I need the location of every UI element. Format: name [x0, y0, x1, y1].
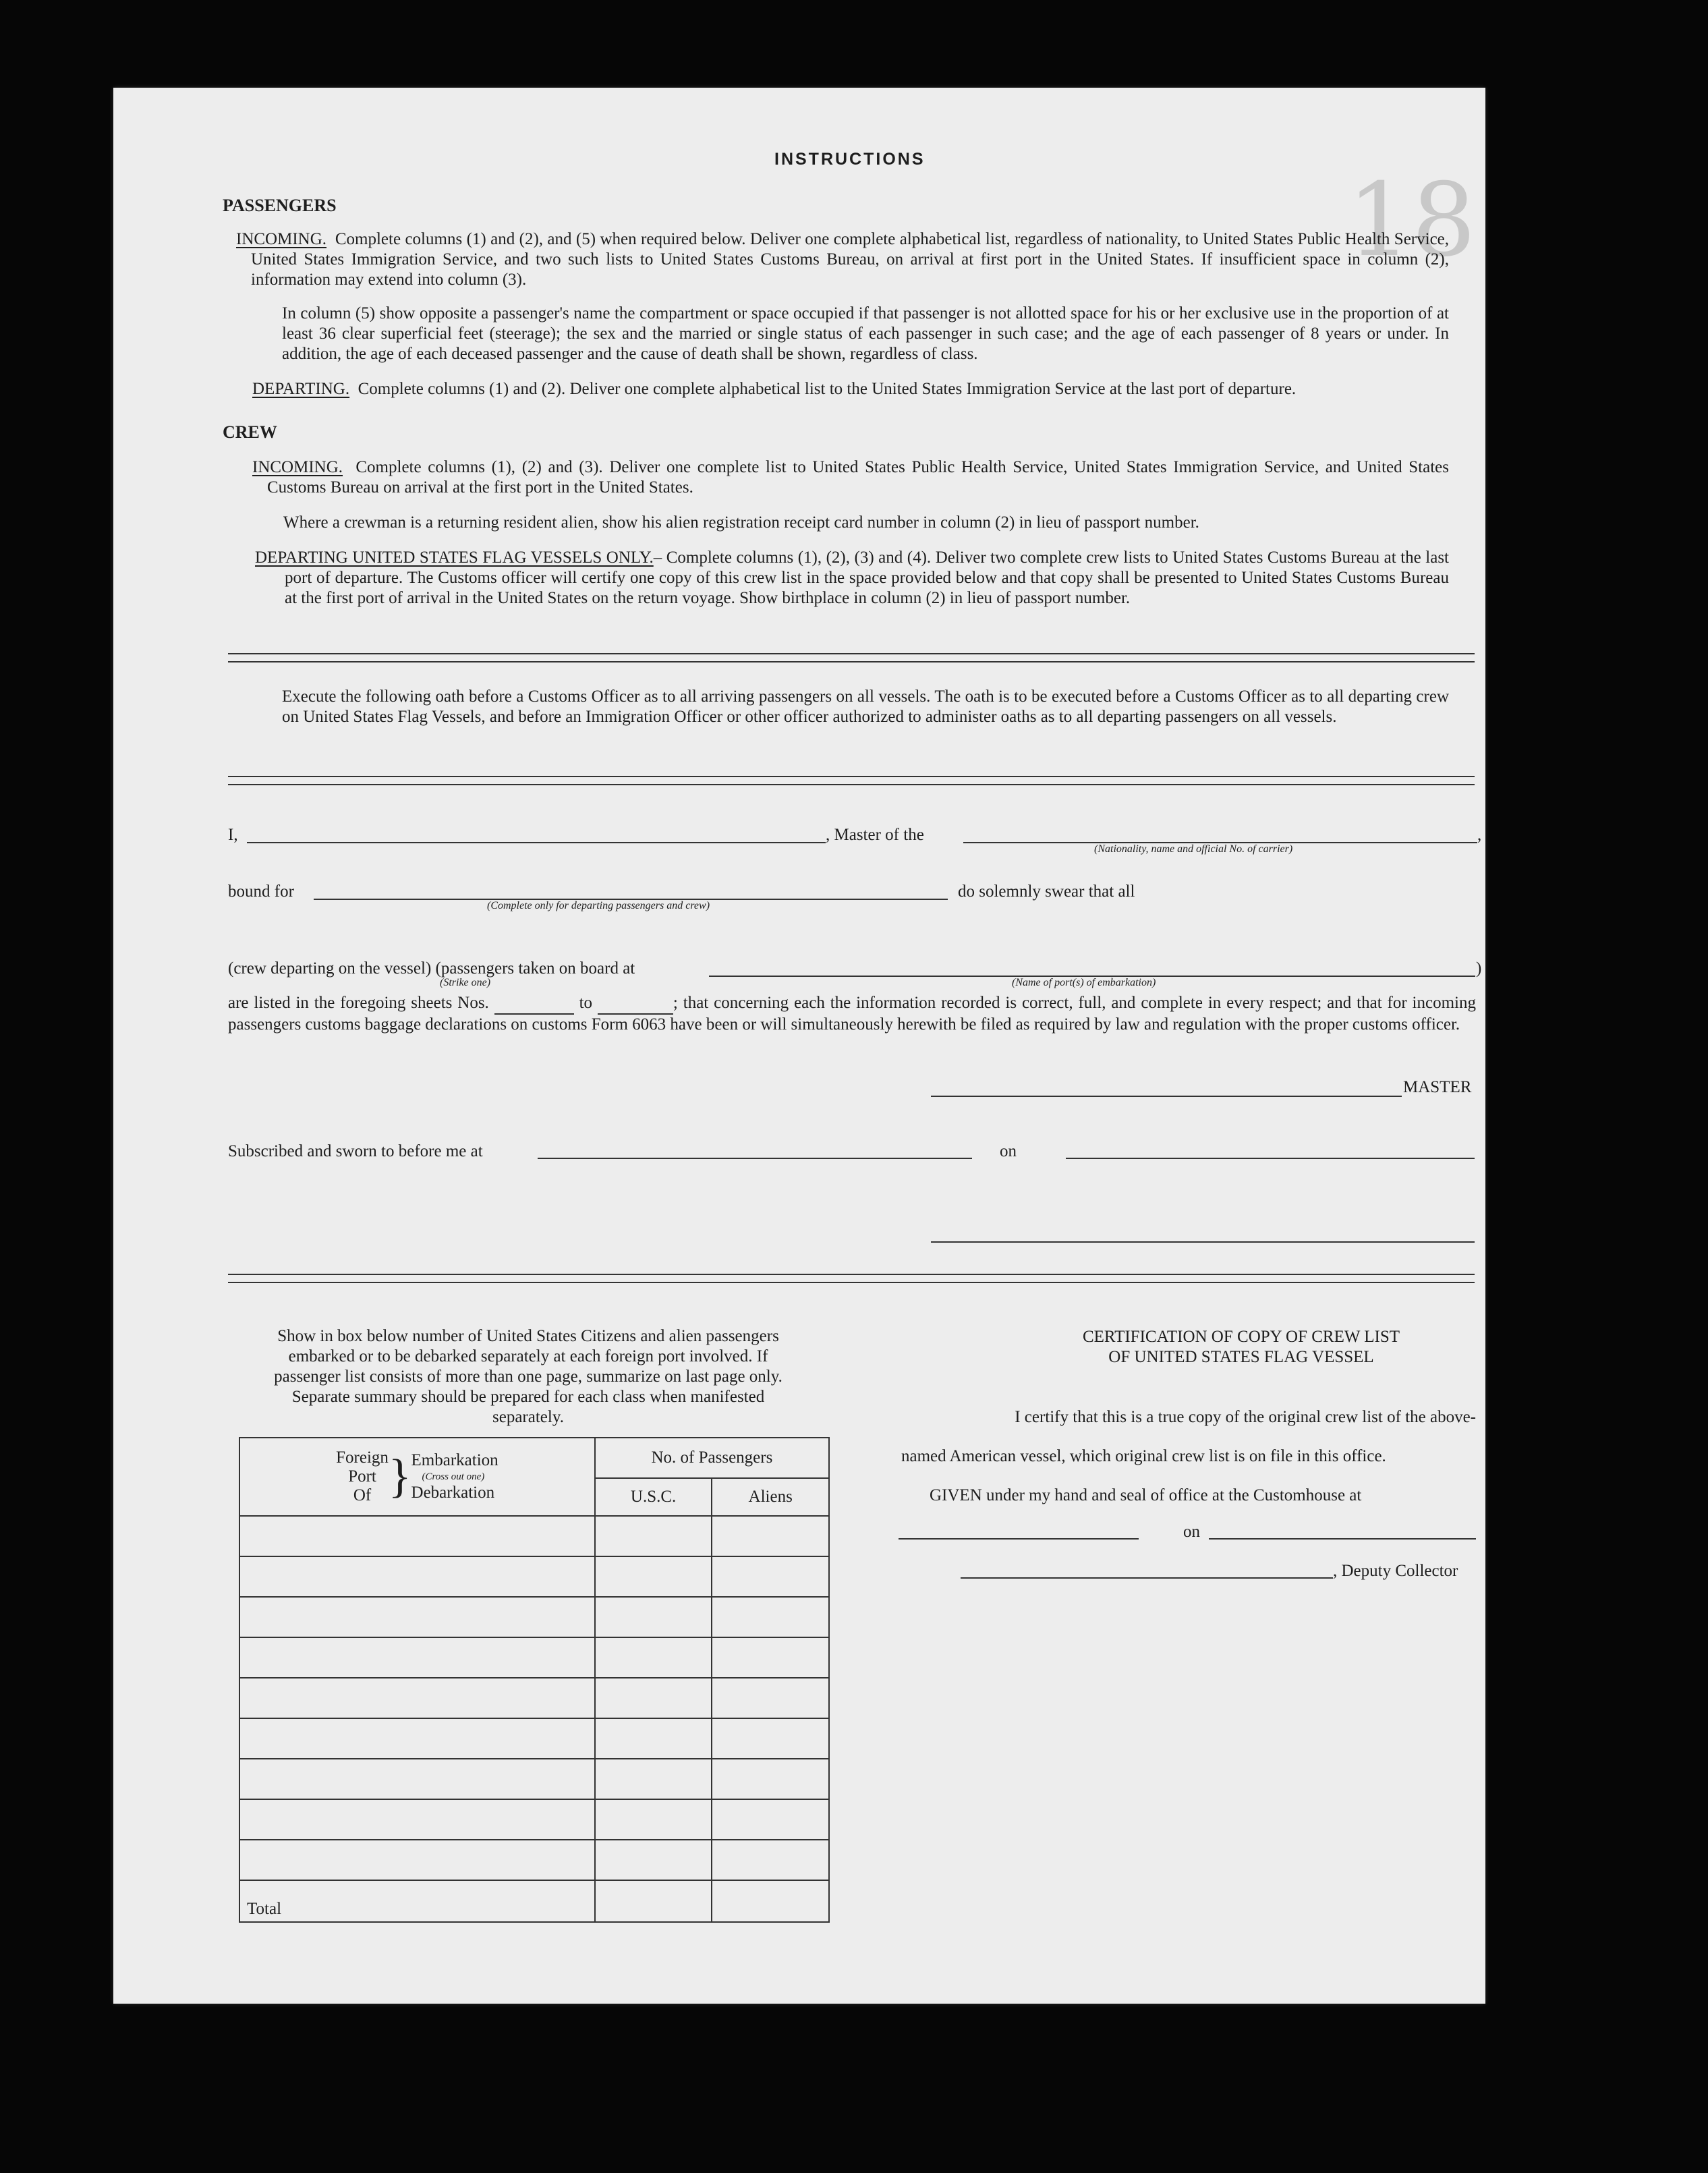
aliens-cell[interactable] [712, 1516, 829, 1556]
page-number: 18 [1347, 162, 1476, 279]
of-label: Of [353, 1486, 372, 1504]
passengers-incoming-label: INCOMING. [236, 230, 327, 248]
certification-title-2: OF UNITED STATES FLAG VESSEL [1108, 1348, 1374, 1366]
port-cell[interactable] [239, 1718, 595, 1759]
foreign-label: Foreign [336, 1448, 389, 1467]
aliens-cell[interactable] [712, 1799, 829, 1840]
master-name-field[interactable] [247, 842, 826, 843]
oath-listed-paragraph [228, 993, 1476, 1035]
aliens-cell[interactable] [712, 1678, 829, 1718]
total-row [239, 1880, 829, 1922]
crew-heading: CREW [223, 422, 277, 442]
oath-crew-departing: (crew departing on the vessel) (passengers taken on board at [228, 959, 635, 978]
oath-master-of: , Master of the [826, 826, 924, 844]
port-header-cell [239, 1438, 595, 1516]
sworn-place-field[interactable] [538, 1158, 972, 1159]
embarkation-label: Embarkation [411, 1451, 499, 1469]
sheet-to-field[interactable] [598, 993, 673, 1015]
port-cell[interactable] [239, 1516, 595, 1556]
sworn-date-field[interactable] [1066, 1158, 1475, 1159]
carrier-hint: (Nationality, name and official No. of carrier) [1094, 843, 1293, 855]
passengers-incoming-text: Complete columns (1) and (2), and (5) when required below. Deliver one complete alphabetical list, regardless of nationality, to United States Public Health Service, United States Immigration Service, and two such lists to United States Customs Bureau, on arrival at first port in the United States. If insufficient space in column (2), information may extend into column (3). [251, 230, 1450, 289]
total-usc-cell[interactable] [595, 1880, 712, 1922]
crew-departing-paragraph [255, 548, 1449, 609]
no-passengers-header: No. of Passengers [595, 1438, 829, 1478]
table-row [239, 1718, 829, 1759]
subscribed-label: Subscribed and sworn to before me at [228, 1142, 483, 1160]
usc-cell[interactable] [595, 1799, 712, 1840]
aliens-cell[interactable] [712, 1840, 829, 1880]
port-cell[interactable] [239, 1678, 595, 1718]
crew-incoming-label: INCOMING. [252, 458, 343, 476]
aliens-cell[interactable] [712, 1759, 829, 1799]
divider [228, 1274, 1475, 1283]
usc-cell[interactable] [595, 1597, 712, 1637]
table-row [239, 1556, 829, 1597]
port-cell[interactable] [239, 1799, 595, 1840]
aliens-header: Aliens [712, 1478, 829, 1516]
sworn-on-label: on [1000, 1142, 1017, 1160]
port-cell[interactable] [239, 1597, 595, 1637]
passengers-departing-paragraph [252, 379, 1449, 399]
certification-title-1: CERTIFICATION OF COPY OF CREW LIST [1082, 1328, 1400, 1346]
port-cell[interactable] [239, 1840, 595, 1880]
divider [228, 653, 1475, 662]
aliens-cell[interactable] [712, 1718, 829, 1759]
master-signature-field[interactable] [931, 1096, 1402, 1097]
oath-swear: do solemnly swear that all [958, 882, 1135, 901]
port-label: Port [348, 1467, 376, 1486]
passengers-heading: PASSENGERS [223, 196, 337, 215]
ports-hint: (Name of port(s) of embarkation) [1012, 977, 1156, 988]
form-sheet [113, 88, 1485, 2004]
crew-departing-label: DEPARTING UNITED STATES FLAG VESSELS ONLY. [255, 548, 654, 567]
passengers-departing-label: DEPARTING. [252, 380, 350, 398]
crew-incoming-paragraph [252, 457, 1449, 498]
usc-cell[interactable] [595, 1840, 712, 1880]
oath-listed-b: ; that concerning each the information recorded is correct, full, and complete in every respect; and that for incoming passengers customs baggage declarations on customs Form 6063 have been or will simultaneously herewith be filed as required by law and regulation with the proper customs officer. [228, 994, 1476, 1034]
brace-glyph: } [388, 1450, 411, 1502]
oath-bound-for: bound for [228, 882, 294, 901]
crew-resident-paragraph: Where a crewman is a returning resident alien, show his alien registration receipt card number in column (2) in lieu of passport number. [283, 513, 1199, 532]
oath-listed-a: are listed in the foregoing sheets Nos. [228, 994, 489, 1012]
usc-cell[interactable] [595, 1718, 712, 1759]
passengers-incoming-paragraph [236, 229, 1450, 290]
aliens-cell[interactable] [712, 1637, 829, 1678]
divider [228, 776, 1475, 785]
aliens-cell[interactable] [712, 1556, 829, 1597]
bound-hint: (Complete only for departing passengers and crew) [487, 900, 710, 911]
page-title: INSTRUCTIONS [774, 150, 926, 169]
oath-i-label: I, [228, 826, 238, 844]
oath-intro: Execute the following oath before a Customs Officer as to all arriving passengers on all vessels. The oath is to be executed before a Customs Officer as to all departing crew on United States Flag Vessels, and before an Immigration Officer or other officer authorized to administer oaths as to all departing passengers on all vessels. [282, 687, 1449, 726]
table-row [239, 1840, 829, 1880]
passengers-departing-text: Complete columns (1) and (2). Deliver one complete alphabetical list to the United States Immigration Service at the last port of departure. [358, 380, 1297, 398]
debarkation-label: Debarkation [411, 1484, 495, 1502]
close-paren: ) [1476, 959, 1482, 978]
table-row [239, 1678, 829, 1718]
certification-date-field[interactable] [1209, 1538, 1476, 1540]
table-row [239, 1516, 829, 1556]
usc-cell[interactable] [595, 1556, 712, 1597]
table-row [239, 1799, 829, 1840]
deputy-collector-label: , Deputy Collector [1333, 1562, 1458, 1580]
port-cell[interactable] [239, 1556, 595, 1597]
cross-out-hint: (Cross out one) [422, 1471, 485, 1482]
usc-header: U.S.C. [595, 1478, 712, 1516]
port-cell[interactable] [239, 1637, 595, 1678]
passengers-column5-paragraph: In column (5) show opposite a passenger's name the compartment or space occupied if that passenger is not allotted space for his or her exclusive use in the proportion of at least 36 clear superficial feet (steerage); the sex and the married or single status of each passenger in such case; and the age of each passenger of 8 years or under. In addition, the age of each deceased passenger and the cause of death shall be shown, regardless of class. [282, 304, 1449, 363]
comma: , [1477, 826, 1482, 844]
table-row [239, 1597, 829, 1637]
table-row [239, 1759, 829, 1799]
usc-cell[interactable] [595, 1516, 712, 1556]
total-aliens-cell[interactable] [712, 1880, 829, 1922]
aliens-cell[interactable] [712, 1597, 829, 1637]
certification-line-3: GIVEN under my hand and seal of office at the Customhouse at [930, 1486, 1362, 1504]
deputy-signature-field[interactable] [961, 1577, 1333, 1579]
certification-on-label: on [1183, 1523, 1200, 1541]
crew-incoming-text: Complete columns (1), (2) and (3). Deliver one complete list to United States Public Health Service, United States Immigration Service, and United States Customs Bureau on arrival at the first port in the United States. [267, 458, 1449, 497]
certification-line-1: I certify that this is a true copy of the original crew list of the above- [1015, 1408, 1476, 1426]
oath-listed-to: to [579, 994, 593, 1012]
crew-departing-text: – Complete columns (1), (2), (3) and (4). Deliver two complete crew lists to United States Customs Bureau at the last port of departure. The Customs officer will certify one copy of this crew list in the space provided below and that copy shall be presented to United States Customs Bureau at the first port of arrival in the United States on the return voyage. Show birthplace in column (2) in lieu of passport number. [285, 548, 1449, 607]
master-label: MASTER [1403, 1078, 1472, 1096]
usc-cell[interactable] [595, 1678, 712, 1718]
usc-cell[interactable] [595, 1637, 712, 1678]
customhouse-place-field[interactable] [899, 1538, 1139, 1540]
summary-instructions: Show in box below number of United States Citizens and alien passengers embarked or to be debarked separately at each foreign port involved. If passenger list consists of more than one page, summarize on last page only. Separate summary should be prepared for each class when manifested separately. [274, 1327, 782, 1426]
passenger-summary-table [239, 1437, 830, 1923]
officer-signature-field[interactable] [931, 1241, 1475, 1243]
total-label: Total [239, 1880, 595, 1922]
sheet-from-field[interactable] [494, 993, 574, 1015]
table-row [239, 1637, 829, 1678]
port-cell[interactable] [239, 1759, 595, 1799]
strike-one-hint: (Strike one) [440, 977, 491, 988]
certification-line-2: named American vessel, which original crew list is on file in this office. [901, 1447, 1386, 1465]
usc-cell[interactable] [595, 1759, 712, 1799]
